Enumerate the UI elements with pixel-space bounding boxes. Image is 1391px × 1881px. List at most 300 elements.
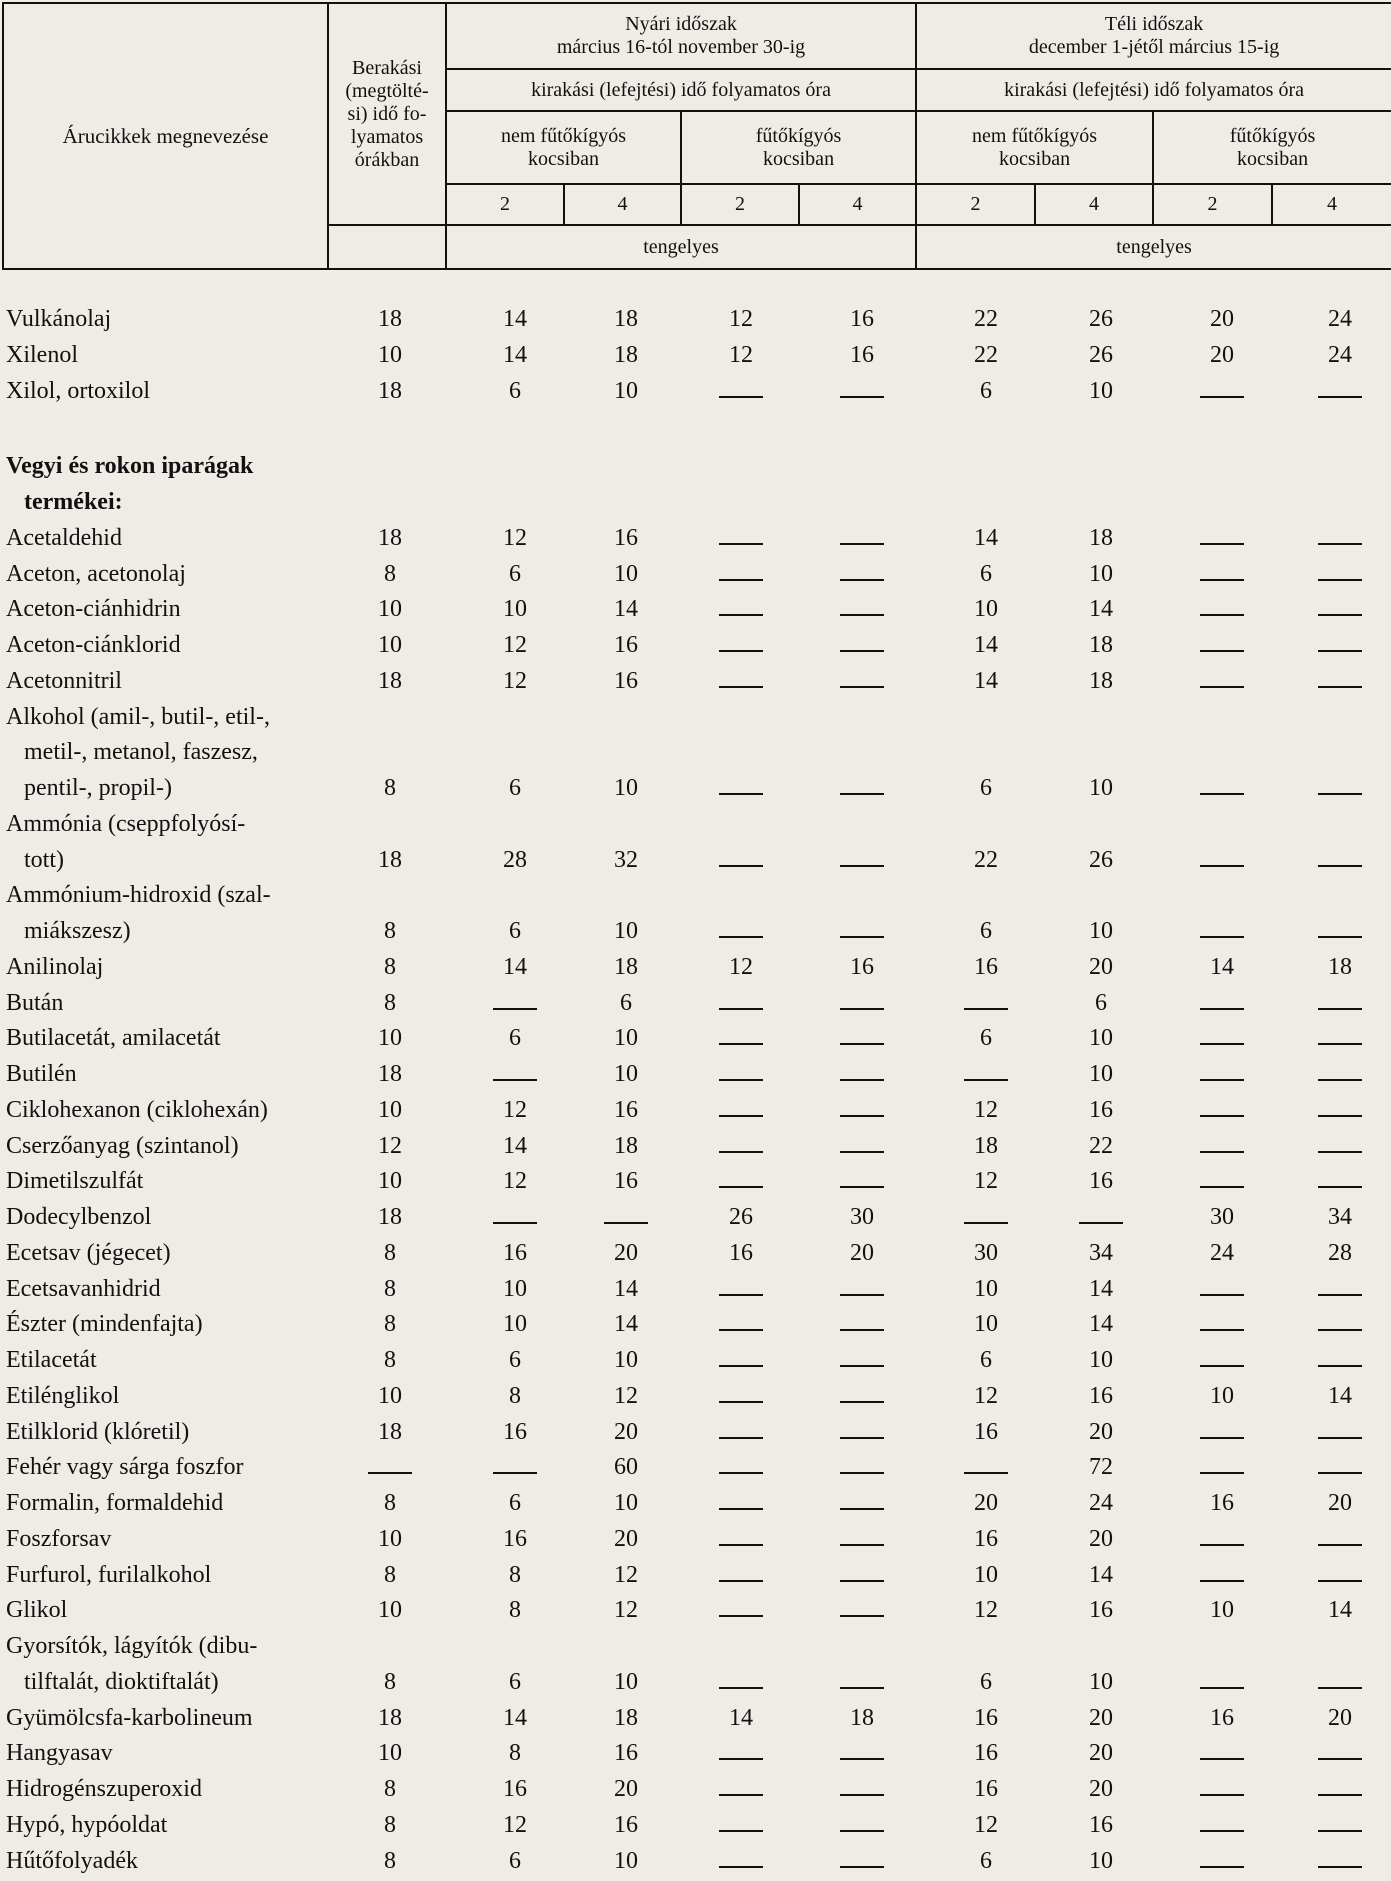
unloading-hours-cell: 6 xyxy=(980,775,992,801)
dash-cell xyxy=(719,1508,763,1510)
unloading-hours-cell: 12 xyxy=(503,1811,527,1838)
unloading-hours-cell: 26 xyxy=(1089,846,1113,873)
unloading-hours-cell: 12 xyxy=(614,1382,638,1409)
dash-cell xyxy=(719,1329,763,1331)
unloading-hours-cell: 6 xyxy=(509,560,521,587)
unloading-hours-cell: 6 xyxy=(509,918,521,944)
unloading-hours-cell: 6 xyxy=(980,560,992,587)
dash-cell xyxy=(1318,1115,1362,1117)
dash-cell xyxy=(1318,543,1362,545)
unloading-hours-cell: 20 xyxy=(1089,1525,1113,1552)
dash-cell xyxy=(1200,1830,1244,1832)
unloading-hours-cell: 12 xyxy=(729,341,753,368)
unloading-hours-cell: 6 xyxy=(509,1668,521,1695)
header-axle-count: 2 xyxy=(916,184,1035,225)
loading-hours-cell: 8 xyxy=(384,1239,396,1266)
dash-cell xyxy=(1200,1043,1244,1045)
dash-cell xyxy=(719,1437,763,1439)
dash-cell xyxy=(719,1365,763,1367)
header-axle-count: 4 xyxy=(564,184,681,225)
unloading-hours-cell: 10 xyxy=(1089,377,1113,404)
item-name: Hypó, hypóoldat xyxy=(6,1811,168,1838)
dash-cell xyxy=(840,1794,884,1796)
unloading-hours-cell: 10 xyxy=(614,1668,638,1695)
unloading-hours-cell: 20 xyxy=(1089,953,1113,980)
dash-cell xyxy=(840,1186,884,1188)
dash-cell xyxy=(840,614,884,616)
unloading-hours-cell: 14 xyxy=(729,1704,753,1731)
item-name: Ammónia (cseppfolyósí- xyxy=(6,810,246,837)
unloading-hours-cell: 16 xyxy=(850,341,874,368)
unloading-hours-cell: 16 xyxy=(503,1776,527,1802)
dash-cell xyxy=(719,1008,763,1010)
dash-cell xyxy=(1200,1329,1244,1331)
header-winter-period: Téli időszak december 1-jétől március 15-ig xyxy=(916,3,1391,69)
dash-cell xyxy=(1318,1472,1362,1474)
dash-cell xyxy=(840,1043,884,1045)
unloading-hours-cell: 6 xyxy=(980,1347,992,1373)
unloading-hours-cell: 18 xyxy=(614,306,638,332)
unloading-hours-cell: 28 xyxy=(1328,1239,1352,1266)
loading-hours-cell: 12 xyxy=(378,1132,402,1159)
unloading-hours-cell: 14 xyxy=(1089,1311,1113,1338)
dash-cell xyxy=(840,936,884,938)
unloading-hours-cell: 18 xyxy=(614,953,638,980)
unloading-hours-cell: 10 xyxy=(503,596,527,623)
dash-cell xyxy=(1200,1544,1244,1546)
loading-hours-cell: 18 xyxy=(378,377,402,404)
table-header xyxy=(2,2,1391,270)
loading-hours-cell: 10 xyxy=(378,1382,402,1409)
unloading-hours-cell: 14 xyxy=(974,667,998,694)
dash-cell xyxy=(1200,1437,1244,1439)
dash-cell xyxy=(1200,543,1244,545)
dash-cell xyxy=(719,1830,763,1832)
unloading-hours-cell: 6 xyxy=(620,989,632,1016)
unloading-hours-cell: 16 xyxy=(850,953,874,980)
item-name: Ecetsav (jégecet) xyxy=(6,1239,171,1266)
dash-cell xyxy=(840,1508,884,1510)
unloading-hours-cell: 16 xyxy=(850,306,874,332)
unloading-hours-cell: 10 xyxy=(614,560,638,587)
unloading-hours-cell: 16 xyxy=(614,667,638,694)
dash-cell xyxy=(1200,793,1244,795)
unloading-hours-cell: 10 xyxy=(614,1025,638,1052)
item-name: tott) xyxy=(24,846,64,873)
loading-hours-cell: 8 xyxy=(384,1847,396,1874)
dash-cell xyxy=(1318,1365,1362,1367)
item-name: Gyorsítók, lágyítók (dibu- xyxy=(6,1633,258,1659)
unloading-hours-cell: 16 xyxy=(503,1525,527,1552)
unloading-hours-cell: 8 xyxy=(509,1382,521,1409)
unloading-hours-cell: 18 xyxy=(1089,524,1113,551)
unloading-hours-cell: 30 xyxy=(1210,1204,1234,1230)
header-axle-count: 4 xyxy=(1272,184,1391,225)
item-name: Cserzőanyag (szintanol) xyxy=(6,1132,239,1159)
dash-cell xyxy=(719,1151,763,1153)
dash-cell xyxy=(840,1472,884,1474)
item-name: Dodecylbenzol xyxy=(6,1204,152,1230)
unloading-hours-cell: 12 xyxy=(974,1168,998,1195)
unloading-hours-cell: 20 xyxy=(1328,1490,1352,1516)
dash-cell xyxy=(840,579,884,581)
unloading-hours-cell: 20 xyxy=(1210,341,1234,368)
dash-cell xyxy=(1318,1008,1362,1010)
dash-cell xyxy=(1318,1186,1362,1188)
unloading-hours-cell: 12 xyxy=(974,1096,998,1123)
item-name: tilftalát, dioktiftalát) xyxy=(24,1668,219,1695)
loading-hours-cell: 10 xyxy=(378,1597,402,1624)
item-name: Xilenol xyxy=(6,341,78,368)
unloading-hours-cell: 20 xyxy=(974,1490,998,1516)
dash-cell xyxy=(1318,1830,1362,1832)
unloading-hours-cell: 18 xyxy=(974,1132,998,1159)
item-name: Vulkánolaj xyxy=(6,306,112,332)
unloading-hours-cell: 10 xyxy=(1089,1347,1113,1373)
unloading-hours-cell: 72 xyxy=(1089,1454,1113,1481)
item-name: Butilacetát, amilacetát xyxy=(6,1025,221,1052)
unloading-hours-cell: 14 xyxy=(974,524,998,551)
dash-cell xyxy=(1200,865,1244,867)
unloading-hours-cell: 16 xyxy=(614,524,638,551)
loading-hours-cell: 8 xyxy=(384,918,396,944)
unloading-hours-cell: 14 xyxy=(1328,1597,1352,1624)
unloading-hours-cell: 34 xyxy=(1089,1239,1113,1266)
dash-cell xyxy=(1318,1437,1362,1439)
dash-cell xyxy=(719,543,763,545)
dash-cell xyxy=(1318,1329,1362,1331)
loading-hours-cell: 10 xyxy=(378,1025,402,1052)
unloading-hours-cell: 16 xyxy=(614,1811,638,1838)
unloading-hours-cell: 24 xyxy=(1089,1490,1113,1516)
unloading-hours-cell: 20 xyxy=(614,1525,638,1552)
unloading-hours-cell: 8 xyxy=(509,1597,521,1624)
loading-hours-cell: 18 xyxy=(378,306,402,332)
item-name: Etilénglikol xyxy=(6,1382,120,1409)
unloading-hours-cell: 10 xyxy=(1210,1382,1234,1409)
header-axle-count: 2 xyxy=(1153,184,1272,225)
loading-hours-cell: 10 xyxy=(378,1525,402,1552)
unloading-hours-cell: 8 xyxy=(509,1561,521,1588)
unloading-hours-cell: 16 xyxy=(974,953,998,980)
dash-cell xyxy=(493,1079,537,1081)
unloading-hours-cell: 16 xyxy=(503,1239,527,1266)
unloading-hours-cell: 16 xyxy=(974,1776,998,1802)
dash-cell xyxy=(1318,650,1362,652)
unloading-hours-cell: 10 xyxy=(1089,1025,1113,1052)
item-name: Furfurol, furilalkohol xyxy=(6,1561,212,1588)
item-name: Gyümölcsfa-karbolineum xyxy=(6,1704,253,1731)
unloading-hours-cell: 10 xyxy=(974,1311,998,1338)
unloading-hours-cell: 6 xyxy=(509,1490,521,1516)
item-name: Acetaldehid xyxy=(6,524,122,551)
dash-cell xyxy=(964,1079,1008,1081)
header-winter-heated: fűtőkígyós kocsiban xyxy=(1153,111,1391,184)
dash-cell xyxy=(719,936,763,938)
unloading-hours-cell: 14 xyxy=(974,632,998,658)
dash-cell xyxy=(719,1043,763,1045)
item-name: Ecetsavanhidrid xyxy=(6,1275,161,1302)
dash-cell xyxy=(719,1294,763,1296)
item-name: Etilacetát xyxy=(6,1347,97,1373)
unloading-hours-cell: 12 xyxy=(974,1597,998,1624)
loading-hours-cell: 10 xyxy=(378,1096,402,1123)
dash-cell xyxy=(840,1437,884,1439)
dash-cell xyxy=(719,1866,763,1868)
dash-cell xyxy=(1318,793,1362,795)
unloading-hours-cell: 14 xyxy=(1210,953,1234,980)
item-name: Ammónium-hidroxid (szal- xyxy=(6,882,271,909)
unloading-hours-cell: 16 xyxy=(1089,1168,1113,1195)
loading-hours-cell: 8 xyxy=(384,1561,396,1588)
loading-hours-cell: 8 xyxy=(384,1811,396,1838)
dash-cell xyxy=(840,1008,884,1010)
dash-cell xyxy=(1200,1115,1244,1117)
dash-cell xyxy=(493,1008,537,1010)
unloading-hours-cell: 6 xyxy=(980,918,992,944)
dash-cell xyxy=(840,1580,884,1582)
dash-cell xyxy=(719,686,763,688)
unloading-hours-cell: 6 xyxy=(980,1668,992,1695)
unloading-hours-cell: 20 xyxy=(1328,1704,1352,1731)
header-summer-unheated: nem fűtőkígyós kocsiban xyxy=(446,111,681,184)
dash-cell xyxy=(1318,865,1362,867)
unloading-hours-cell: 6 xyxy=(1095,989,1107,1016)
unloading-hours-cell: 12 xyxy=(729,953,753,980)
unloading-hours-cell: 18 xyxy=(614,341,638,368)
dash-cell xyxy=(840,686,884,688)
dash-cell xyxy=(1318,1294,1362,1296)
dash-cell xyxy=(1318,396,1362,398)
dash-cell xyxy=(1200,1794,1244,1796)
loading-hours-cell: 18 xyxy=(378,1061,402,1087)
unloading-hours-cell: 14 xyxy=(614,596,638,623)
dash-cell xyxy=(1318,1043,1362,1045)
dash-cell xyxy=(719,1758,763,1760)
dash-cell xyxy=(719,614,763,616)
unloading-hours-cell: 28 xyxy=(503,846,527,873)
unloading-hours-cell: 22 xyxy=(1089,1132,1113,1159)
loading-hours-cell: 18 xyxy=(378,667,402,694)
dash-cell xyxy=(1200,1186,1244,1188)
unloading-hours-cell: 24 xyxy=(1328,306,1352,332)
item-name: Fehér vagy sárga foszfor xyxy=(6,1454,244,1481)
loading-hours-cell: 8 xyxy=(384,1311,396,1338)
dash-cell xyxy=(840,793,884,795)
dash-cell xyxy=(493,1222,537,1224)
dash-cell xyxy=(1200,1294,1244,1296)
item-name: pentil-, propil-) xyxy=(24,775,172,801)
unloading-hours-cell: 14 xyxy=(614,1275,638,1302)
unloading-hours-cell: 16 xyxy=(614,632,638,658)
loading-hours-cell: 8 xyxy=(384,953,396,980)
unloading-hours-cell: 12 xyxy=(503,632,527,658)
dash-cell xyxy=(719,1186,763,1188)
unloading-hours-cell: 12 xyxy=(503,524,527,551)
dash-cell xyxy=(840,543,884,545)
item-name: Aceton-ciánhidrin xyxy=(6,596,181,623)
unloading-hours-cell: 14 xyxy=(1089,1561,1113,1588)
dash-cell xyxy=(604,1222,648,1224)
unloading-hours-cell: 14 xyxy=(1089,1275,1113,1302)
header-axle-count: 4 xyxy=(799,184,916,225)
unloading-hours-cell: 8 xyxy=(509,1740,521,1767)
unloading-hours-cell: 16 xyxy=(1210,1704,1234,1731)
dash-cell xyxy=(719,650,763,652)
item-name: Hidrogénszuperoxid xyxy=(6,1776,202,1802)
unloading-hours-cell: 16 xyxy=(729,1239,753,1266)
unloading-hours-cell: 6 xyxy=(980,1025,992,1052)
section-title: Vegyi és rokon iparágak xyxy=(6,453,254,480)
dash-cell xyxy=(840,1079,884,1081)
dash-cell xyxy=(840,1615,884,1617)
header-loading-time: Berakási (megtölté- si) idő fo- lyamatos órákban xyxy=(328,3,446,225)
loading-hours-cell: 18 xyxy=(378,846,402,873)
dash-cell xyxy=(368,1472,412,1474)
dash-cell xyxy=(719,793,763,795)
header-axle-count: 2 xyxy=(681,184,799,225)
item-name: Anilinolaj xyxy=(6,953,104,980)
unloading-hours-cell: 6 xyxy=(509,1347,521,1373)
unloading-hours-cell: 20 xyxy=(1089,1418,1113,1445)
unloading-hours-cell: 16 xyxy=(974,1740,998,1767)
dash-cell xyxy=(1200,1151,1244,1153)
header-item-name: Árucikkek megnevezése xyxy=(3,3,328,269)
unloading-hours-cell: 12 xyxy=(729,306,753,332)
header-summer-period: Nyári időszak március 16-tól november 30-ig xyxy=(446,3,916,69)
item-name: miákszesz) xyxy=(24,918,131,944)
unloading-hours-cell: 14 xyxy=(503,341,527,368)
item-name: Aceton-ciánklorid xyxy=(6,632,181,658)
unloading-hours-cell: 14 xyxy=(503,1132,527,1159)
item-name: Hangyasav xyxy=(6,1740,113,1767)
unloading-hours-cell: 16 xyxy=(1089,1382,1113,1409)
loading-hours-cell: 8 xyxy=(384,560,396,587)
loading-hours-cell: 18 xyxy=(378,1704,402,1731)
dash-cell xyxy=(840,865,884,867)
dash-cell xyxy=(840,1401,884,1403)
item-name: Acetonnitril xyxy=(6,667,122,694)
unloading-hours-cell: 16 xyxy=(614,1168,638,1195)
dash-cell xyxy=(1318,1866,1362,1868)
dash-cell xyxy=(1318,579,1362,581)
unloading-hours-cell: 20 xyxy=(614,1239,638,1266)
dash-cell xyxy=(1318,1794,1362,1796)
unloading-hours-cell: 20 xyxy=(1089,1704,1113,1731)
dash-cell xyxy=(1200,650,1244,652)
item-name: metil-, metanol, faszesz, xyxy=(24,739,258,766)
unloading-hours-cell: 14 xyxy=(503,306,527,332)
dash-cell xyxy=(840,1115,884,1117)
dash-cell xyxy=(1200,614,1244,616)
dash-cell xyxy=(1318,1151,1362,1153)
dash-cell xyxy=(1200,1758,1244,1760)
dash-cell xyxy=(493,1472,537,1474)
unloading-hours-cell: 10 xyxy=(1089,1847,1113,1874)
dash-cell xyxy=(1318,936,1362,938)
unloading-hours-cell: 14 xyxy=(1328,1382,1352,1409)
dash-cell xyxy=(719,1115,763,1117)
loading-hours-cell: 8 xyxy=(384,1347,396,1373)
unloading-hours-cell: 12 xyxy=(503,1096,527,1123)
header-blank-cell xyxy=(328,225,446,269)
loading-hours-cell: 18 xyxy=(378,524,402,551)
unloading-hours-cell: 26 xyxy=(1089,341,1113,368)
dash-cell xyxy=(1200,1580,1244,1582)
dash-cell xyxy=(840,650,884,652)
unloading-hours-cell: 16 xyxy=(1089,1597,1113,1624)
item-name: Xilol, ortoxilol xyxy=(6,377,150,404)
unloading-hours-cell: 10 xyxy=(1089,775,1113,801)
unloading-hours-cell: 10 xyxy=(614,1061,638,1087)
unloading-hours-cell: 10 xyxy=(614,1490,638,1516)
unloading-hours-cell: 18 xyxy=(1328,953,1352,980)
loading-hours-cell: 8 xyxy=(384,775,396,801)
dash-cell xyxy=(1200,1687,1244,1689)
dash-cell xyxy=(1200,1365,1244,1367)
unloading-hours-cell: 10 xyxy=(1089,1061,1113,1087)
unloading-hours-cell: 12 xyxy=(503,1168,527,1195)
unloading-hours-cell: 24 xyxy=(1328,341,1352,368)
header-winter-unload: kirakási (lefejtési) idő folyamatos óra xyxy=(916,69,1391,111)
unloading-hours-cell: 22 xyxy=(974,306,998,332)
loading-hours-cell: 8 xyxy=(384,1776,396,1802)
dash-cell xyxy=(719,865,763,867)
dash-cell xyxy=(840,1830,884,1832)
unloading-hours-cell: 14 xyxy=(614,1311,638,1338)
unloading-hours-cell: 14 xyxy=(503,1704,527,1731)
unloading-hours-cell: 30 xyxy=(850,1204,874,1230)
unloading-hours-cell: 60 xyxy=(614,1454,638,1481)
dash-cell xyxy=(840,1151,884,1153)
item-name: Etilklorid (klóretil) xyxy=(6,1418,190,1445)
dash-cell xyxy=(1200,1472,1244,1474)
unloading-hours-cell: 16 xyxy=(614,1096,638,1123)
item-name: Dimetilszulfát xyxy=(6,1168,144,1195)
unloading-hours-cell: 12 xyxy=(614,1597,638,1624)
dash-cell xyxy=(1200,936,1244,938)
item-name: Ciklohexanon (ciklohexán) xyxy=(6,1096,268,1123)
dash-cell xyxy=(1200,1866,1244,1868)
unloading-hours-cell: 18 xyxy=(1089,667,1113,694)
item-name: Hűtőfolyadék xyxy=(6,1847,138,1874)
unloading-hours-cell: 30 xyxy=(974,1239,998,1266)
loading-hours-cell: 10 xyxy=(378,341,402,368)
unloading-hours-cell: 20 xyxy=(614,1418,638,1445)
loading-hours-cell: 8 xyxy=(384,1490,396,1516)
unloading-hours-cell: 16 xyxy=(974,1525,998,1552)
dash-cell xyxy=(1318,1687,1362,1689)
unloading-hours-cell: 16 xyxy=(1089,1096,1113,1123)
dash-cell xyxy=(1200,1079,1244,1081)
dash-cell xyxy=(964,1008,1008,1010)
dash-cell xyxy=(1200,396,1244,398)
unloading-hours-cell: 10 xyxy=(614,1347,638,1373)
unloading-hours-cell: 32 xyxy=(614,846,638,873)
unloading-hours-cell: 16 xyxy=(503,1418,527,1445)
dash-cell xyxy=(840,1866,884,1868)
unloading-hours-cell: 6 xyxy=(509,1025,521,1052)
dash-cell xyxy=(719,1472,763,1474)
unloading-hours-cell: 18 xyxy=(1089,632,1113,658)
dash-cell xyxy=(719,1615,763,1617)
unloading-hours-cell: 20 xyxy=(614,1776,638,1802)
unloading-hours-cell: 12 xyxy=(614,1561,638,1588)
unloading-hours-cell: 10 xyxy=(614,377,638,404)
unloading-hours-cell: 12 xyxy=(503,667,527,694)
unloading-hours-cell: 26 xyxy=(1089,306,1113,332)
item-name: Bután xyxy=(6,989,64,1016)
